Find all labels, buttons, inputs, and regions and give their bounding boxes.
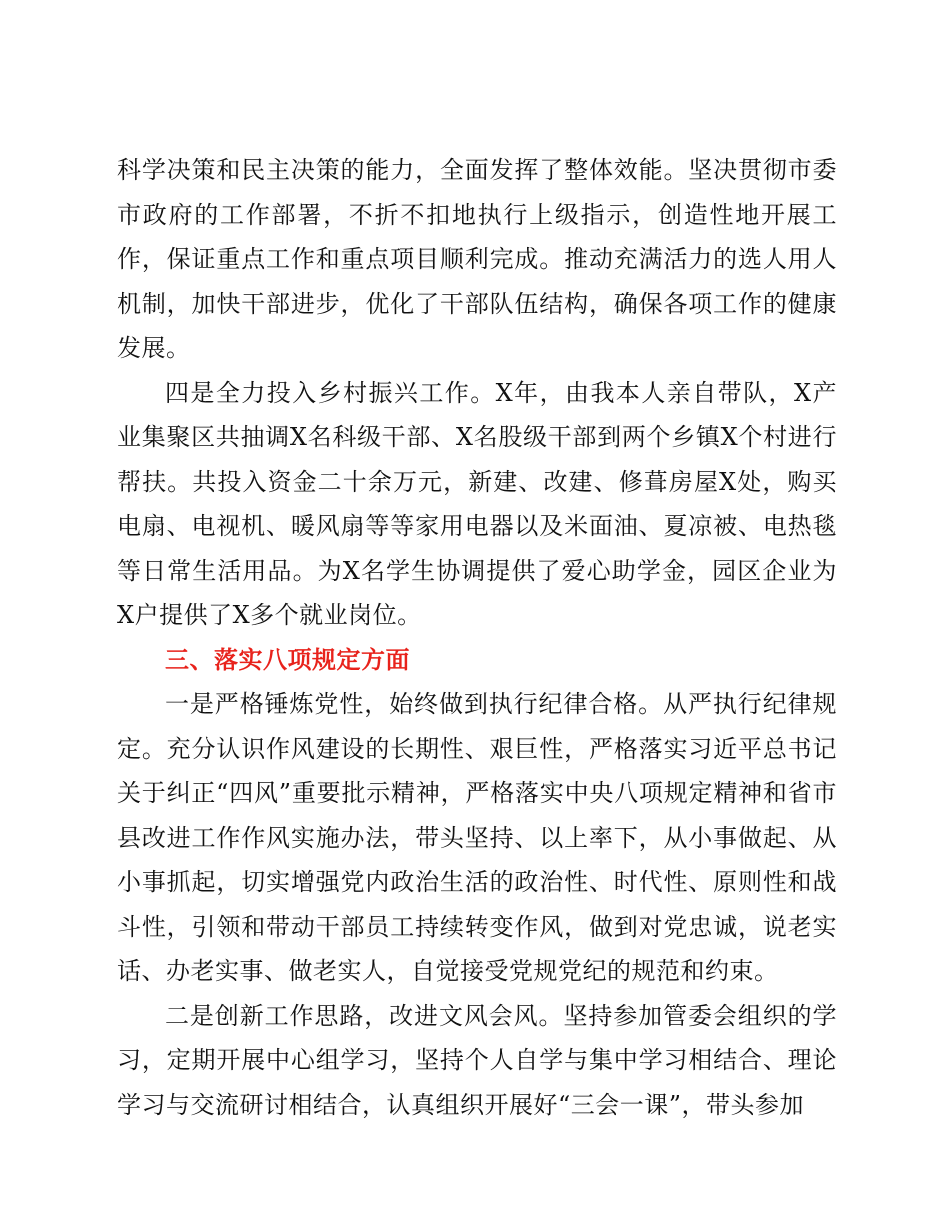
section-heading: 三、落实八项规定方面 [165,645,410,674]
document-body [117,148,837,1127]
paragraph-discipline: 一是严格锤炼党性，始终做到执行纪律合格。从严执行纪律规定。充分认识作风建设的长期性、艰巨性，严格落实习近平总书记关于纠正“四风”重要批示精神，严格落实中央八项规定精神和省市县改进工作作风实施办法，带头坚持、以上率下，从小事做起、从小事抓起，切实增强党内政治生活的政治性、时代性、原则性和战斗性，引领和带动干部员工持续转变作风，做到对党忠诚，说老实话、办老实事、做老实人，自觉接受党规党纪的规范和约束。 [117,690,837,985]
paragraph-work-style: 二是创新工作思路，改进文风会风。坚持参加管委会组织的学习，定期开展中心组学习，坚持个人自学与集中学习相结合、理论学习与交流研讨相结合，认真组织开展好“三会一课”，带头参加 [117,1001,837,1119]
paragraph-rural-revitalization: 四是全力投入乡村振兴工作。X年，由我本人亲自带队，X产业集聚区共抽调X名科级干部、X名股级干部到两个乡镇X个村进行帮扶。共投入资金二十余万元，新建、改建、修葺房屋X处，购买电扇、电视机、暖风扇等等家用电器以及米面油、夏凉被、电热毯等日常生活用品。为X名学生协调提供了爱心助学金，园区企业为X户提供了X多个就业岗位。 [117,378,837,629]
paragraph-continued: 科学决策和民主决策的能力，全面发挥了整体效能。坚决贯彻市委市政府的工作部署，不折不扣地执行上级指示，创造性地开展工作，保证重点工作和重点项目顺利完成。推动充满活力的选人用人机制，加快干部进步，优化了干部队伍结构，确保各项工作的健康发展。 [117,156,837,362]
